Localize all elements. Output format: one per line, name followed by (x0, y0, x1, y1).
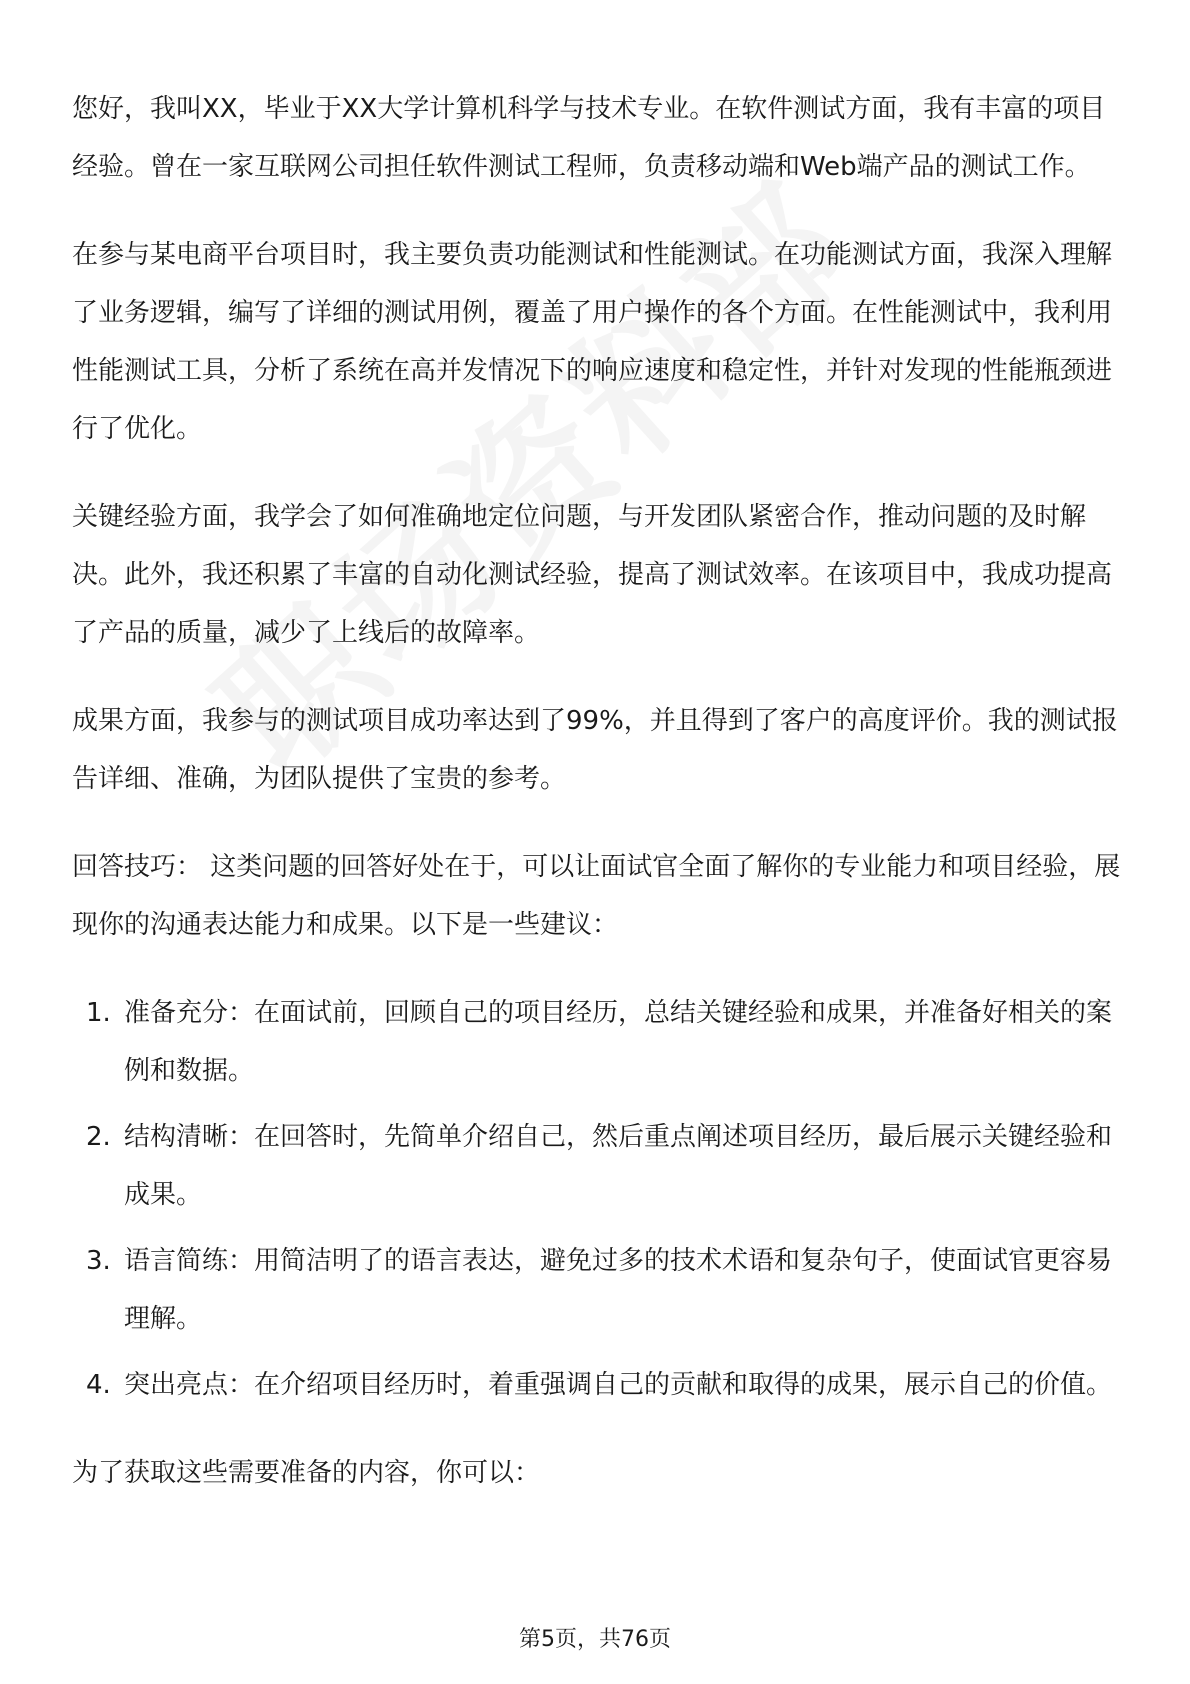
paragraph-project: 在参与某电商平台项目时，我主要负责功能测试和性能测试。在功能测试方面，我深入理解了业务逻辑，编写了详细的测试用例，覆盖了用户操作的各个方面。在性能测试中，我利用性能测试工具，分析了系统在高并发情况下的响应速度和稳定性，并针对发现的性能瓶颈进行了优化。 (72, 240, 1113, 444)
list-item (72, 1108, 1122, 1224)
list-item-text: 准备充分：在面试前，回顾自己的项目经历，总结关键经验和成果，并准备好相关的案例和数据。 (124, 998, 1113, 1086)
tips-list (72, 984, 1122, 1414)
list-item-text: 突出亮点：在介绍项目经历时，着重强调自己的贡献和取得的成果，展示自己的价值。 (124, 1370, 1113, 1400)
paragraph-key-experience: 关键经验方面，我学会了如何准确地定位问题，与开发团队紧密合作，推动问题的及时解决。此外，我还积累了丰富的自动化测试经验，提高了测试效率。在该项目中，我成功提高了产品的质量，减少了上线后的故障率。 (72, 502, 1113, 648)
page-number: 第5页，共76页 (519, 1627, 671, 1652)
list-item-text: 结构清晰：在回答时，先简单介绍自己，然后重点阐述项目经历，最后展示关键经验和成果。 (124, 1122, 1113, 1210)
list-item (72, 984, 1122, 1100)
list-item (72, 1232, 1122, 1348)
list-item-number: 1. (86, 998, 111, 1028)
paragraph-intro: 您好，我叫XX，毕业于XX大学计算机科学与技术专业。在软件测试方面，我有丰富的项目经验。曾在一家互联网公司担任软件测试工程师，负责移动端和Web端产品的测试工作。 (72, 94, 1106, 182)
paragraph-closing: 为了获取这些需要准备的内容，你可以： (72, 1458, 541, 1488)
paragraph-results: 成果方面，我参与的测试项目成功率达到了99%，并且得到了客户的高度评价。我的测试报告详细、准确，为团队提供了宝贵的参考。 (72, 706, 1118, 794)
document-body (72, 80, 1122, 1532)
list-item-number: 2. (86, 1122, 111, 1152)
list-item-text: 语言简练：用简洁明了的语言表达，避免过多的技术术语和复杂句子，使面试官更容易理解。 (124, 1246, 1113, 1334)
list-item (72, 1356, 1122, 1414)
list-item-number: 4. (86, 1370, 111, 1400)
paragraph-answer-tips: 回答技巧： 这类问题的回答好处在于，可以让面试官全面了解你的专业能力和项目经验，展现你的沟通表达能力和成果。以下是一些建议： (72, 852, 1121, 940)
list-item-number: 3. (86, 1246, 111, 1276)
